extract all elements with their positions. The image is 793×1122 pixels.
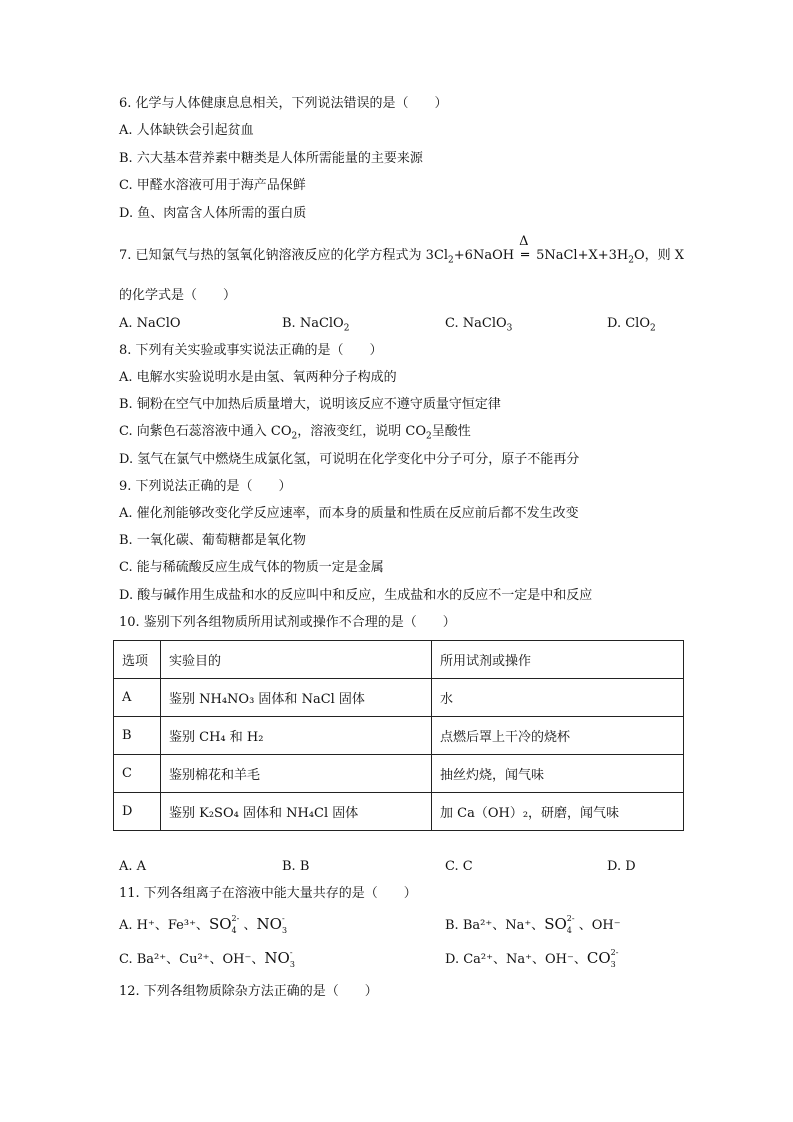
q6-option-b: B. 六大基本营养素中糖类是人体所需能量的主要来源	[119, 151, 423, 166]
q8-stem: 8. 下列有关实验或事实说法正确的是（ ）	[119, 343, 383, 358]
q7-stem: 7. 已知氯气与热的氢氧化钠溶液反应的化学方程式为 $3Cl_2+6NaOH$ Δ ═ $5NaCl+X+3H_2O$，则 X	[119, 234, 685, 266]
q10-answer-c: C. C	[445, 859, 473, 874]
table-header-cell: 所用试剂或操作	[432, 641, 684, 679]
q11-option-c: C. Ba²⁺、Cu²⁺、OH⁻、NO - 3	[119, 948, 295, 969]
q9-option-d: D. 酸与碱作用生成盐和水的反应叫中和反应，生成盐和水的反应不一定是中和反应	[119, 588, 593, 603]
q6-option-c: C. 甲醛水溶液可用于海产品保鲜	[119, 178, 306, 193]
table-cell-option: A	[114, 679, 161, 717]
table-cell-option: D	[114, 793, 161, 831]
q10-answer-a: A. A	[119, 859, 147, 874]
q11-option-b: B. Ba²⁺、Na⁺、SO 2- 4 、OH⁻	[445, 914, 621, 935]
q6-option-a: A. 人体缺铁会引起贫血	[119, 123, 254, 138]
table-cell-option: B	[114, 717, 161, 755]
q9-option-b: B. 一氧化碳、葡萄糖都是氧化物	[119, 533, 306, 548]
q6-option-d: D. 鱼、肉富含人体所需的蛋白质	[119, 206, 307, 221]
q11-option-d: D. Ca²⁺、Na⁺、OH⁻、CO 2- 3	[445, 948, 619, 969]
q8-option-d: D. 氢气在氯气中燃烧生成氯化氢，可说明在化学变化中分子可分，原子不能再分	[119, 452, 580, 467]
table-cell-purpose: 鉴别 NH₄NO₃ 固体和 NaCl 固体	[161, 679, 432, 717]
table-row	[114, 793, 684, 831]
q10-table	[113, 640, 684, 831]
q8-option-a: A. 电解水实验说明水是由氢、氧两种分子构成的	[119, 370, 397, 385]
q11-option-a: A. H⁺、Fe³⁺、SO 2- 4 、NO - 3	[119, 914, 288, 935]
q12-stem: 12. 下列各组物质除杂方法正确的是（ ）	[119, 984, 378, 999]
table-header-cell: 实验目的	[161, 641, 432, 679]
table-cell-method: 加 Ca（OH）₂，研磨，闻气味	[432, 793, 684, 831]
q10-stem: 10. 鉴别下列各组物质所用试剂或操作不合理的是（ ）	[119, 615, 456, 630]
q9-option-c: C. 能与稀硫酸反应生成气体的物质一定是金属	[119, 560, 384, 575]
table-header-cell: 选项	[114, 641, 161, 679]
q10-answer-d: D. D	[607, 859, 636, 874]
q11-stem: 11. 下列各组离子在溶液中能大量共存的是（ ）	[119, 886, 417, 901]
table-cell-option: C	[114, 755, 161, 793]
table-cell-purpose: 鉴别棉花和羊毛	[161, 755, 432, 793]
q7-stem-line2: 的化学式是（ ）	[119, 288, 237, 303]
table-cell-method: 水	[432, 679, 684, 717]
table-row	[114, 755, 684, 793]
q9-option-a: A. 催化剂能够改变化学反应速率，而本身的质量和性质在反应前后都不发生改变	[119, 506, 579, 521]
q6-stem: 6. 化学与人体健康息息相关，下列说法错误的是（ ）	[119, 96, 448, 111]
table-row	[114, 679, 684, 717]
table-cell-method: 抽丝灼烧，闻气味	[432, 755, 684, 793]
table-row	[114, 717, 684, 755]
table-cell-purpose: 鉴别 CH₄ 和 H₂	[161, 717, 432, 755]
q8-option-c: C. 向紫色石蕊溶液中通入 $CO_2$，溶液变红，说明 $CO_2$呈酸性	[119, 424, 471, 442]
q7-option-d: D. ClO$_2$	[607, 316, 656, 334]
heating-equals-sign: Δ ═	[519, 234, 529, 263]
q9-stem: 9. 下列说法正确的是（ ）	[119, 479, 292, 494]
q7-option-c: C. NaClO$_3$	[445, 316, 513, 334]
q7-option-b: B. NaClO$_2$	[282, 316, 350, 334]
q10-answer-b: B. B	[282, 859, 310, 874]
q7-option-a: A. NaClO	[119, 316, 181, 331]
q8-option-b: B. 铜粉在空气中加热后质量增大，说明该反应不遵守质量守恒定律	[119, 397, 501, 412]
table-header-row	[114, 641, 684, 679]
table-cell-method: 点燃后罩上干冷的烧杯	[432, 717, 684, 755]
table-cell-purpose: 鉴别 K₂SO₄ 固体和 NH₄Cl 固体	[161, 793, 432, 831]
